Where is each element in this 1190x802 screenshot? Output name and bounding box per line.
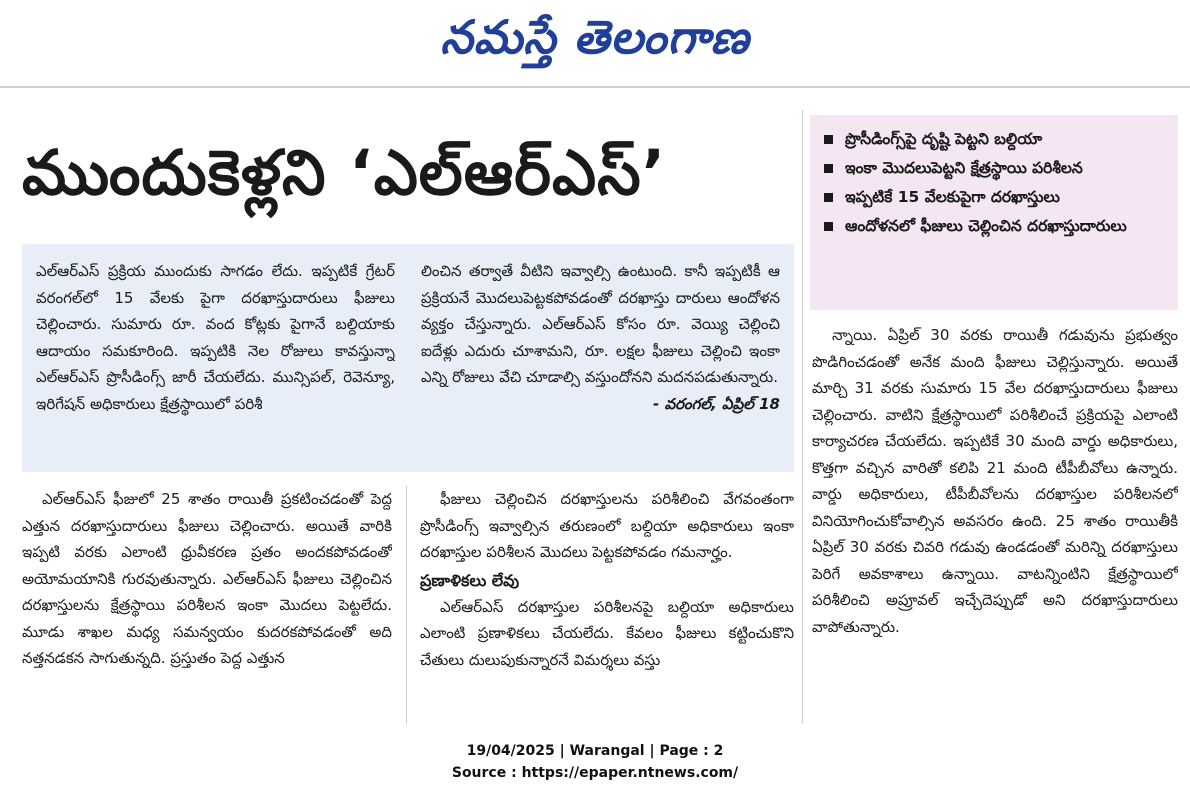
square-bullet-icon bbox=[824, 135, 833, 144]
page-footer bbox=[0, 740, 1190, 784]
summary-item: ప్రొసీడింగ్స్‌పై దృష్టి పెట్టని బల్దియా bbox=[824, 125, 1164, 154]
body-paragraph: ఎల్‌ఆర్‌ఎస్ ఫీజులో 25 శాతం రాయితీ ప్రకటించడంతో పెద్ద ఎత్తున దరఖాస్తుదారులు ఫీజులు చెల్లించారు. అయితే వారికి ఇప్పటి వరకు ఎలాంటి ధ్రువీకరణ ప్రతం అందకపోవడంతో అయోమయానికి గురవుతున్నారు. ఎల్‌ఆర్‌ఎస్ ఫీజులు చెల్లించిన దరఖాస్తులను క్షేత్రస్థాయి పరిశీలన ఇంకా మొదలు పెట్టలేదు. మూడు శాఖల మధ్య సమన్వయం కుదరకపోవడంతో అది నత్తనడకన సాగుతున్నది. ప్రస్తుతం పెద్ద ఎత్తున bbox=[22, 490, 392, 667]
body-column-1 bbox=[22, 486, 392, 724]
body-column-3 bbox=[812, 322, 1178, 722]
masthead-divider bbox=[0, 86, 1190, 88]
footer-source: Source : https://epaper.ntnews.com/ bbox=[451, 765, 739, 781]
square-bullet-icon bbox=[824, 193, 833, 202]
body-column-2 bbox=[420, 486, 794, 724]
lead-text-right: లించిన తర్వాతే వీటిని ఇవ్వాల్సి ఉంటుంది. కానీ ఇప్పటికీ ఆ ప్రక్రియనే మొదలుపెట్టకపోవడంతో దరఖాస్తు దారులు ఆందోళన వ్యక్తం చేస్తున్నారు. ఎల్‌ఆర్‌ఎస్ కోసం రూ. వెయ్యి చెల్లించి ఐదేళ్లు ఎదురు చూశామని, రూ. లక్షల ఫీజులు చెల్లించి ఇంకా ఎన్ని రోజులు వేచి చూడాల్సి వస్తుందోనని మదనపడుతున్నారు. bbox=[421, 262, 780, 386]
section-subhead: ప్రణాళికలు లేవు bbox=[420, 570, 520, 590]
footer-edition-info: 19/04/2025 | Warangal | Page : 2 bbox=[466, 743, 724, 759]
square-bullet-icon bbox=[824, 222, 833, 231]
column-divider bbox=[406, 486, 407, 724]
summary-item: ఆందోళనలో ఫీజులు చెల్లించిన దరఖాస్తుదారులు bbox=[824, 212, 1164, 241]
summary-list bbox=[824, 125, 1164, 241]
square-bullet-icon bbox=[824, 164, 833, 173]
body-paragraph: న్నాయి. ఏప్రిల్ 30 వరకు రాయితీ గడువును ప్రభుత్వం పొడిగించడంతో అనేక మంది ఫీజులు చెల్లిస్తున్నారు. అయితే మార్చి 31 వరకు సుమారు 15 వేల దరఖాస్తుదారులు ఫీజులు చెల్లించారు. వాటిని క్షేత్రస్థాయిలో పరిశీలించే ప్రక్రియపై ఎలాంటి కార్యాచరణ చేయలేదు. ఇప్పటికే 30 మంది వార్డు అధికారులు, కొత్తగా వచ్చిన వారితో కలిపి 21 మంది టీపీబీవోలు ఉన్నారు. వార్డు అధికారులు, టీపీబీవోలను దరఖాస్తుల పరిశీలనలో వినియోగించుకోవాల్సిన అవసరం ఉంది. 25 శాతం రాయితీకి ఏప్రిల్ 30 వరకు చివరి గడువు ఉండడంతో మరిన్ని దరఖాస్తులు పెరిగే అవకాశాలు ఉన్నాయి. వాటన్నింటిని క్షేత్రస్థాయిలో పరిశీలించి అప్రూవల్ ఇచ్చేదెప్పుడో అని దరఖాస్తుదారులు వాపోతున్నారు. bbox=[812, 326, 1178, 636]
masthead-title: నమస్తే తెలంగాణ bbox=[440, 10, 750, 64]
body-paragraph: ఎల్‌ఆర్‌ఎస్ దరఖాస్తుల పరిశీలనపై బల్దియా అధికారులు ఎలాంటి ప్రణాళికలు చేయలేదు. కేవలం ఫీజులు కట్టించుకొని చేతులు దులుపుకున్నారనే విమర్శలు వస్తు bbox=[420, 597, 794, 669]
lead-column-right bbox=[421, 258, 780, 462]
summary-item: ఇంకా మొదలుపెట్టని క్షేత్రస్థాయి పరిశీలన bbox=[824, 154, 1164, 183]
dateline: - వరంగల్, ఏప్రిల్ 18 bbox=[653, 394, 780, 413]
column-divider bbox=[802, 110, 803, 724]
summary-item: ఇప్పటికే 15 వేలకుపైగా దరఖాస్తులు bbox=[824, 183, 1164, 212]
lead-paragraph-box bbox=[22, 244, 794, 472]
lead-text-left: ఎల్‌ఆర్‌ఎస్ ప్రక్రియ ముందుకు సాగడం లేదు. ఇప్పటికే గ్రేటర్ వరంగల్‌లో 15 వేలకు పైగా దరఖాస్తుదారులు ఫీజులు చెల్లించారు. సుమారు రూ. వంద కోట్లకు పైగానే బల్దియాకు ఆదాయం సమకూరింది. ఇప్పటికి నెల రోజులు కావస్తున్నా ఎల్‌ఆర్‌ఎస్ ప్రొసీడింగ్స్ జారీ చేయలేదు. మున్సిపల్, రెవెన్యూ, ఇరిగేషన్ అధికారులు క్షేత్రస్థాయిలో పరిశీ bbox=[36, 262, 395, 413]
article-headline: ముందుకెళ్లని ‘ఎల్‌ఆర్‌ఎస్’ bbox=[22, 136, 667, 209]
body-paragraph: ఫీజులు చెల్లించిన దరఖాస్తులను పరిశీలించి వేగవంతంగా ప్రొసీడింగ్స్ ఇవ్వాల్సిన తరుణంలో బల్దియా అధికారులు ఇంకా దరఖాస్తుల పరిశీలన మొదలు పెట్టకపోవడం గమనార్హం. bbox=[420, 490, 794, 561]
lead-column-left bbox=[36, 258, 395, 462]
masthead-logo bbox=[360, 8, 830, 78]
summary-box bbox=[810, 115, 1178, 310]
